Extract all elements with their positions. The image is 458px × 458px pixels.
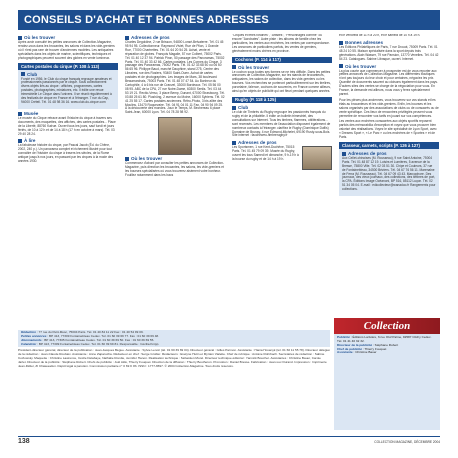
info-box-title: Cartes postales du cirque (P. 108 à 113) (18, 63, 118, 70)
advertising-info: Publicité : Éditions Larivière, 6 rue Olof Palme, 92587 Clichy Cedex. Tél. 01 41 40 32 32. Directeur de la publicité : Stéphane Robert Chef de publicité : Thierry Fouquet Assistante : Christine Bauer (334, 334, 440, 430)
contact-row: Rédaction : 77 rue du Petit-Musc, 75004 Paris. Tél. 01 40 84 11 22 Fax : 01 40 54 99 09. (21, 330, 144, 334)
section-text: Après avoir consulté les petites annonces de Collection-Magazine, rendez-vous dans les brocantes, les salons et dans les vide-greniers où il n'est pas rare de trouver d'anciennes modèles. Les antiquaires spécialisés dans les objets de marine, scientifiques, techniques et photographiques peuvent souvent des globes en vente lumineux. (18, 40, 115, 60)
section-text: Fondé en 1956, le Club du cirque français regroupe amateurs et professionnels passionnés par le cirque. Sous collectionnent divers objets liés au cirque : affiches, programmes, cartes postales, photographies, miniatures, etc. Il édite une revue trimestrielle Le Cirque dans l'univers. Il se réunit régulièrement à des festivals de cirque en France et à l'étranger. 7 rue du Cap, 94000 Créteil. Tél. 01 48 98 36 16. www.club-du-cirque.com (21, 76, 112, 104)
info-box-title: Classeur, carnets, scripts (P. 126 à 127) (339, 142, 439, 149)
section-heading: Musée (18, 111, 118, 117)
page-footer (18, 436, 440, 447)
square-bullet-icon (232, 65, 236, 69)
section-text: et le vendredi de 11 h à 20 h, et le samedi de 10 h à 19 h. (339, 34, 421, 37)
info-box (18, 63, 118, 109)
square-bullet-icon (21, 72, 25, 76)
section-heading: Adresses de pros (232, 140, 332, 146)
contact-box (18, 330, 330, 347)
section-text: La plus courte que commencer à prospecter est de vous reporter aux petites annonces de Collection-Magazine. Les différentes boutiques n'ont pas toujours du leur choix et pour certaines, négociez les prix. Quantité de documents sauvent au cloisons également dans les pays. D'autres sites des ventes se charge de la négociation pour vous. En France, la demande est ailleurs, nous vous y ferez spécialement parent. (339, 68, 438, 96)
section-text: "Cirques et fêtes foraines", "Artistes", "Personnages comme" ou encore "Acrobates". Autre piste : les albums de famille chez les particuliers, les ventes aux enchères, les ventes par correspondance. Les annonces de particuliers parfois, les ventes de greniers, généralement moins chères en province. (232, 34, 330, 53)
section-heading: Où les trouver (18, 35, 118, 41)
masthead-credits (18, 330, 330, 430)
topic-bar: Rugby (P. 118 à 125) (232, 97, 332, 103)
section-heading: Où les trouver (232, 65, 332, 71)
section-text: Commencez d'abord par consulter les petites annonces de Collection-Magazine, puis direction les brocantes, les salons, les vide-greniers et les bourses spécialisées où vous trouverez aisément votre bonheur. Fouillez notamment dans les bacs (125, 161, 224, 177)
column-3 (232, 34, 332, 330)
column-1 (18, 34, 118, 330)
contact-row: Petites annonces : BP 413, 77309 Fontainebleau Cedex. Tél. 01 60 39 69 77. Fax : 01 60 39 69 48. (21, 333, 160, 338)
page-number: 138 (18, 438, 30, 445)
section-heading: Club (21, 72, 115, 78)
section-text: Le musée du Cirque retrace avant l'histoire du cirque à travers ses documents, des maquettes, des affiches, des cartes postales... Place de la Liberté, 88760 Kalrue. Ouvert tous les jours, sauf lundi et jours fériés, de 10 à 12 h et de 14 à 18 h (17 h en octobre à mars). Tél. 03 29 40 28 24. (18, 115, 116, 136)
section-heading: Adresses de pros (342, 151, 436, 157)
article-columns (18, 34, 440, 330)
section-text: Les Sportsmen, 1 rue Kent-Duchêne, 75015 Paris. Tél. 01 45 79 09 39. Musée du Rugby, ouvert les tous Samedi et dimanche, 9 h-19 h à la bourse du rugby et de 14 h à 19 h. (232, 146, 332, 162)
section-text: Les ventes aux enchères consacrées aux objets sportifs reposent parfois des mémorabilia d'exception et voyez que vous procurer bien valorisé des réalisations. Voyez le site spécialisé de Lyon Sport, avec « Dreams Sport », « Le Parc » ou les enchères de « Sportes » et de Paris. (339, 119, 437, 140)
section-text: Pour les pièces plus anciennes, vous trouverez sur vos stands et les étals au brocanteurs et les vide-greniers. Enfin, les bourses et les salons organisés par des associations de clubs ou de consacrés ou de vente spécifique. Ces lieux de rencontres privilégiés peuvent vous permettre de rencontrer vos tarifs en jouant sur vos compétences. (339, 97, 439, 118)
page-title: CONSEILS D'ACHAT ET BONNES ADRESSES (18, 10, 440, 30)
section-heading: Bonnes adresses (339, 40, 439, 46)
section-text: La fabuleuse histoire du cirque, par Pascal Jacob (Éd. du Chêne, 2002, 240 p.). Un panorama complet et richement illustré pour tout connaître de l'histoire du cirque à travers les siècles, de la Rome antique jusqu'à nos jours, en passant par les cirques à la mode des années 1930. (18, 143, 114, 164)
column-2 (125, 34, 225, 330)
section-heading: Où les trouver (339, 64, 439, 70)
section-heading: Où les trouver (125, 156, 225, 162)
section-heading: Adresses de pros (125, 35, 225, 41)
info-box (339, 142, 439, 196)
section-heading: À lire (18, 138, 118, 144)
staff-list: Président-directeur général, directeur de la publication : Jean-Jacques Bègue. Assistante : Sylvie Lenoir (tél. 01 60 39 69 04). Directeur général : Gilles Parmon. Assistante : Hania Hovanyk (tél. 01 60 11 55 78). Directeur délégué de la rédaction : Jean-Claude Roubaix. Assistante : Anne Zaparucha. Rédacteur en chef : Serge Grollier. Rédacteurs : Evelyne Hutin et Myriam Vialette. Chef de rubrique : Antoine Rohrbach. Secrétaires de rédaction : Sabine Cozlowsky. Maquette : Christine Lawrence, Cécile Delabaye, Nathalie Rondie, Jennifer Hanon. Réalisation technique : Sébastien Morel. Directeur technique éditorial : Yannick Boucher. Assistantes : Christine Bauer, Carole Jarlet. Directeur de la publicité : Stéphane Robert. Chefs de publicité : Joël Aldo, Thierry Fouquet. Direction de la diffusion : Thierry Boutheron. Promotion : Daniel Bresse. Fabrication : Jean-Luc Durand. Impression : Imprimerie Jean-Didier, ZI Chateaudun. Dépôt légal à parution. Commission paritaire n° 0 69 K 83. ISSN : 1777-6597. © 2004 Collection-Magazine. Tous droits réservés. (18, 348, 330, 368)
section-text: Le cochon sous toutes ses formes se ne trés difficile. Dans les petites annonces de Collection-Magazine, sur les stands de brocanteurs, antiquaires, les salons de collection, dans les vide-greniers ou les bourses. Vos recherches se porteront particulièrement sur les tirelires, porcelaine, faïence, cochons de souvenirs, en France comme ailleurs, ainsi qu'en objets de publicité qui ont fleuri pendant quelques années. (232, 69, 331, 94)
square-bullet-icon (339, 64, 343, 68)
section-text: Aux Cellet-chinoises (M. Rousseau), 9 rue Saint Antoine, 75004 Paris. Tél. 01 48 87 12 19. Loisirs et Lumières, 5 avenue de la Bresse, 75800 Ville. Tél. 02 03 51 30. Chipe et Couleurs, 37 rue de Fontainebleau, 34500 Béziers. Tél. 04 67 76 56 11. Marenalne de Ferra (M. Rousseau), Tél. 04 67 09 43 43. Marcophore. Des journaux, des vieux journaux, des collections, des timbres de port, la CPA. Éditions Image Océanoni, BP 516, 85112 Luçon. Tél. 02 51 34 05 04. E-mail : edicollecteur@wanadoo.fr Rangements pour collections. (342, 155, 436, 192)
contact-row: Calendrier : BP 413, 77309 Fontainebleau Cedex. Tél. 01 60 39 69 81. Responsable : Cécilia Knipp. (21, 341, 160, 346)
column-4 (339, 34, 439, 330)
van-photo (302, 146, 332, 170)
contact-row: Abonnements : BP 413, 77305 Fontainebleau Cedex. Tél. 01 60 39 69 50. Fax : 01 60 39 69 55. (21, 337, 155, 342)
section-text: Le club de Timbrés du Rugby regroupe les passionnés français du rugby et de la philatélie. Il édite un bulletin trimestriel, des consultations sur Internet. Tous les timbres, flammes, oblitérations... sont recensés. Les membres de l'association disposent également de nombreux contacts à l'étranger. clarifiez le Rugby (Dominique Dufils) Domaine de Brunay, 4 rue Edmond-Michelet, 69190 Rusty-sous-Bois. Site internet : faccheweu-fimbrerugby.fr (232, 109, 331, 138)
footer-issue: COLLECTION MAGAZINE, DÉCEMBRE 2004 (374, 440, 440, 444)
section-text: Les Éditions Philatéliques de Paris, 7 rue Drouot, 75009 Paris. Tél. 01 48 24 10 55. Maison spécialisée dans la sport depuis trois générations. Alain Wasser, 79 rue Pansion, 13770 Venelles. Tél. 04 42 54 23. Catalogues. Sabine Libraque, ouvert. Internet. (339, 44, 439, 61)
section-heading: Club (232, 105, 332, 111)
dog-figurine-photo (158, 117, 192, 155)
section-text: Charles Degoldine, 2 rue Brisson, 94800 Lonsé-Belvaterre. Tél. 01 45 95 94 95. Collectionneur. Raymond Viviet, Rue de Pilon, 1 Grande Rue, 77000 Chartrettes. Tél. 01 64 20 54 25. Achat, vente et réparation de globes. François Magalie, 57 rue Colbert, 75002 Paris. Tél. 01 40 12 37 94. Patrick Piron, 50 passage des Panoramas, 75002 Paris. Tél. 01 40 33 42 66. Cartes postales. Les Cornes du Cirque, 3 passage des Panoramas, 75002 Paris. Tél. 01 42 33 68 50 ou 06 60 56 65 96. Philippe Baud, marché Dauphine, stand 275, Centre des Libraires, rue des Rosiers, 93400 Saint-Ouen. Achat de cartes postales et de photographies. Les Images de Mars, 38 boulevard Beaumarchais, 75003 Paris. Tél. 01 48 07 47 54. Au Bonheur du Cartophile, 4 à 6 bis rue de Cranzel, 33000 Bordeaux. Tél. 05 56 00 08 95. ABC de la CPA, 27 rue Notre-Dame, 60300 Senlis. Tél. 03 44 53 19 21. Rectio-Verso, 3 place Bemp, Dunant, 67000 Strasbourg. Tél. 03 88 25 61 80. Plushüng, 2 avenue du Moine, 16000 Sybiens. Tél. 02 41 25 55 17. Cartes postales anciennes. Rétro-Photo, 3 bis allée des Moulins, 13470 Roquevaire. Tél. 04 91 04 01 11 Fax. 04 90 94 09 25. À la découverte des mondes. Joux le Temps, M. Bechereau 6 place Saint-Jean, 60000 Lyon. Tél. 04 78 28 98 92. (125, 40, 225, 115)
publisher-sidebar (334, 318, 440, 430)
topic-bar: Cochons (P. 114 à 117) (232, 57, 332, 63)
collection-logo: Collection (334, 318, 440, 334)
